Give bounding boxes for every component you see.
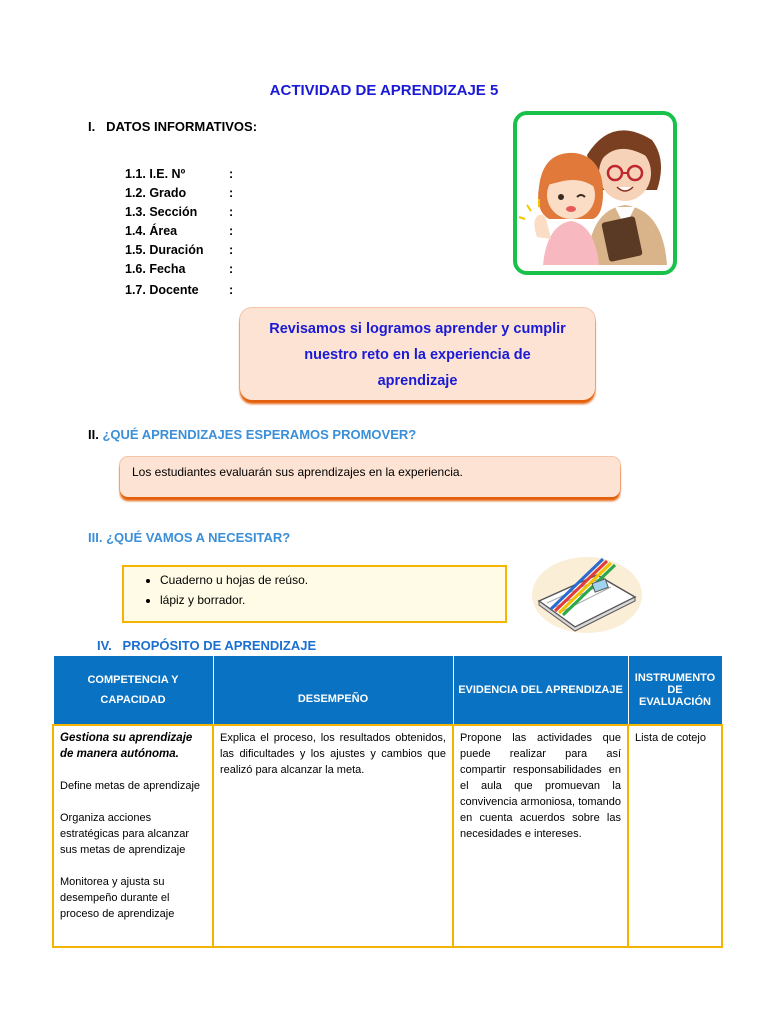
dato-seccion [125, 203, 234, 222]
dato-label: 1.7. Docente [125, 283, 199, 297]
capacidad-item: Monitorea y ajusta su desempeño durante el proceso de aprendizaje [60, 876, 175, 920]
section-1-number: I. [88, 119, 96, 134]
aprendizajes-text: Los estudiantes evaluarán sus aprendizajes en la experiencia. [132, 465, 463, 479]
dato-label: 1.3. Sección [125, 205, 198, 219]
dato-colon: : [229, 186, 234, 200]
section-1-heading [88, 119, 257, 134]
header-instrumento [628, 656, 722, 726]
dato-label: 1.2. Grado [125, 186, 187, 200]
dato-colon: : [229, 243, 234, 257]
section-2-number: II. [88, 427, 99, 442]
table-header-row [53, 656, 722, 726]
table-row [53, 725, 722, 947]
dato-label: 1.4. Área [125, 224, 178, 238]
section-3-title: ¿QUÉ VAMOS A NECESITAR? [106, 530, 291, 545]
capacidad-item: Define metas de aprendizaje [60, 780, 201, 792]
dato-duracion [125, 241, 234, 260]
dato-grado [125, 184, 234, 203]
datos-list [125, 165, 234, 300]
section-3-number: III. [88, 530, 103, 545]
header-line: INSTRUMENTO [634, 672, 716, 684]
cell-desempeno: Explica el proceso, los resultados obtenidos, las dificultades y los ajustes y cambios que realizó para alcanzar la meta. [213, 725, 453, 947]
competencia-title: Gestiona su aprendizaje de manera autónoma. [60, 732, 193, 760]
dato-fecha [125, 260, 234, 279]
dato-label: 1.6. Fecha [125, 262, 186, 276]
dato-area [125, 222, 234, 241]
dato-colon: : [229, 205, 234, 219]
dato-label: 1.1. I.E. Nº [125, 167, 186, 181]
dato-colon: : [229, 167, 234, 181]
cell-competencia [53, 725, 213, 947]
dato-label: 1.5. Duración [125, 243, 204, 257]
list-item: • Cuaderno u hojas de reúso. [160, 573, 505, 587]
notebook-pencils-illustration [527, 553, 642, 638]
section-4-title: PROPÓSITO DE APRENDIZAJE [122, 638, 317, 653]
section-2-title: ¿QUÉ APRENDIZAJES ESPERAMOS PROMOVER? [102, 427, 417, 442]
teacher-student-illustration [513, 111, 677, 275]
section-4-number: IV. [97, 638, 112, 653]
dato-ie [125, 165, 234, 184]
header-line: DE [667, 684, 683, 696]
header-competencia [53, 656, 213, 726]
header-desempeno: DESEMPEÑO [213, 656, 453, 726]
section-3-heading [88, 530, 290, 545]
page-title: ACTIVIDAD DE APRENDIZAJE 5 [269, 82, 499, 99]
section-1-title: DATOS INFORMATIVOS: [106, 119, 258, 134]
proposito-table [52, 655, 723, 948]
dato-docente [125, 281, 234, 300]
header-line: CAPACIDAD [100, 694, 166, 706]
header-evidencia: EVIDENCIA DEL APRENDIZAJE [453, 656, 628, 726]
aprendizajes-box [120, 457, 620, 497]
materiales-box [122, 565, 507, 623]
capacidad-item: Organiza acciones estratégicas para alcanzar sus metas de aprendizaje [60, 812, 190, 856]
header-line: COMPETENCIA Y [87, 674, 179, 686]
dato-colon: : [229, 224, 234, 238]
callout-line-3: aprendizaje [377, 373, 458, 389]
callout-line-2: nuestro reto en la experiencia de [304, 347, 531, 363]
dato-colon: : [229, 283, 234, 297]
header-line: EVALUACIÓN [639, 696, 711, 708]
cell-evidencia: Propone las actividades que puede realizar para así compartir responsabilidades en el aula que promuevan la convivencia armoniosa, tomando en cuenta acuerdos sobre las necesidades e intereses. [453, 725, 628, 947]
section-2-heading [88, 427, 416, 442]
list-item: • lápiz y borrador. [160, 593, 505, 607]
reto-callout [240, 308, 595, 400]
materiales-list [138, 573, 505, 607]
callout-line-1: Revisamos si logramos aprender y cumplir [269, 321, 566, 337]
teacher-student-image [517, 115, 673, 271]
section-4-heading [97, 638, 316, 653]
cell-instrumento: Lista de cotejo [628, 725, 722, 947]
notebook-pencils-image [527, 553, 642, 638]
dato-colon: : [229, 262, 234, 276]
